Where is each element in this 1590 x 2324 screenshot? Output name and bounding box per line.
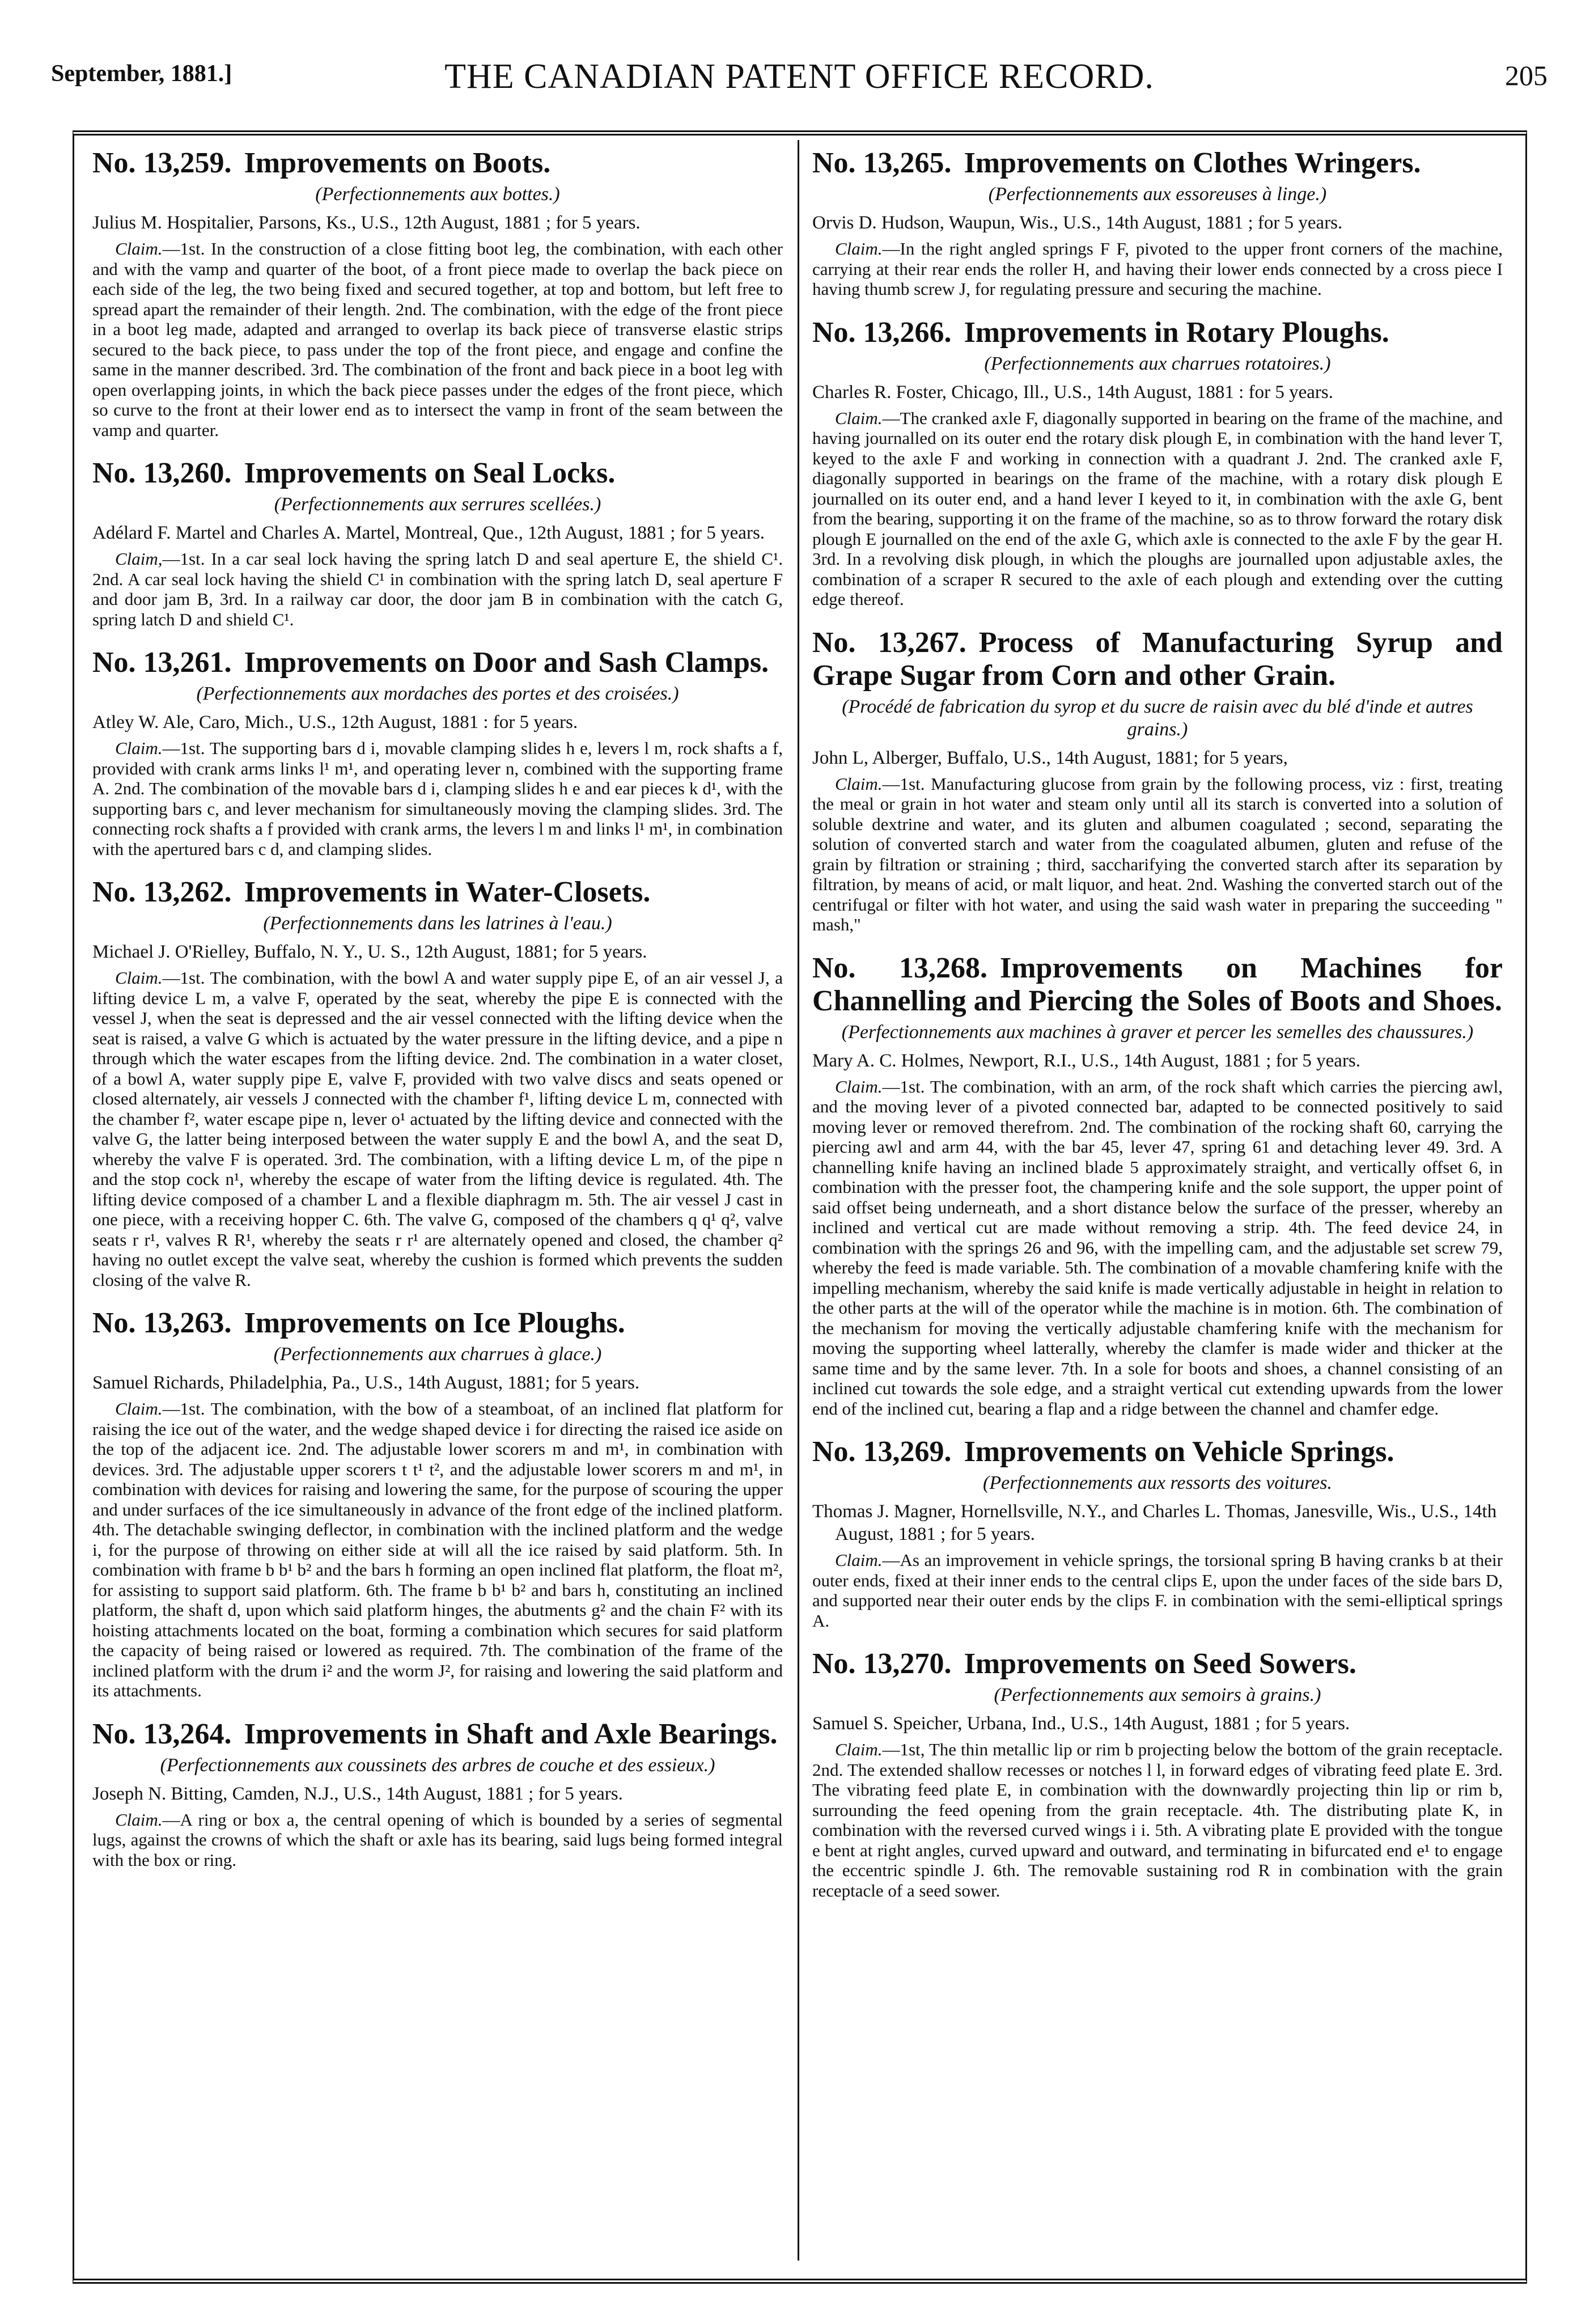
patent-heading	[812, 147, 1503, 180]
patent-french-title: (Perfectionnements aux coussinets des arbres de couche et des essieux.)	[160, 1754, 715, 1776]
patent-claim	[92, 239, 783, 440]
patent-inventor: Atley W. Ale, Caro, Mich., U.S., 12th August, 1881 : for 5 years.	[92, 712, 578, 733]
patent-french-title: (Perfectionnements aux semoirs à grains.)	[994, 1684, 1321, 1705]
claim-text: —1st. In a car seal lock having the spring latch D and seal aperture E, the shield C¹. 2nd. A car seal lock having the shield C¹ in combination with the spring latch D, seal aperture F and door jam B, 3rd. In a railway car door, the door jam B in combination with the catch G, spring latch D and shield C¹.	[92, 549, 783, 629]
patent-french-title: (Perfectionnements aux mordaches des portes et des croisées.)	[196, 683, 679, 704]
patent-french-title: (Perfectionnements aux essoreuses à linge.)	[988, 184, 1327, 205]
patent-title: Improvements on Boots.	[244, 147, 551, 179]
claim-label: Claim.	[115, 738, 163, 758]
claim-label: Claim.	[835, 1550, 883, 1570]
patent-heading	[812, 1648, 1503, 1680]
claim-label: Claim.	[115, 1809, 163, 1830]
patent-inventor: Mary A. C. Holmes, Newport, R.I., U.S., 14th August, 1881 ; for 5 years.	[812, 1050, 1361, 1071]
claim-label: Claim,	[115, 549, 163, 569]
left-column	[92, 147, 783, 1887]
patent-french-title: (Perfectionnements dans les latrines à l'eau.)	[263, 913, 612, 934]
patent-number: No. 13,261.	[92, 646, 232, 679]
claim-label: Claim.	[835, 408, 883, 428]
patent-entry	[812, 626, 1503, 935]
patent-inventor: Adélard F. Martel and Charles A. Martel, Montreal, Que., 12th August, 1881 ; for 5 years.	[92, 523, 765, 543]
patent-french-title: (Procédé de fabrication du syrop et du sucre de raisin avec du blé d'inde et autres grains.)	[842, 696, 1473, 740]
patent-claim	[92, 1810, 783, 1870]
claim-text: —1st, The thin metallic lip or rim b projecting below the bottom of the grain receptacle. 2nd. The extended shallow recesses or notches l l, in forward edges of vibrating feed plate E. 3rd. The vibrating feed plate E, in combination with the downwardly projecting thin lip or rim b, surrounding the feed opening from the grain receptacle. 4th. The distributing plate K, in combination with the reversed curved wings i i. 5th. A vibrating plate E provided with the tongue e bent at right angles, curved upward and outward, and terminating in bifurcated end e¹ to engage the eccentric spindle J. 6th. The removable sustaining rod R in combination with the grain receptacle of a seed sower.	[812, 1739, 1503, 1900]
patent-number: No. 13,269.	[812, 1436, 952, 1468]
patent-inventor: Thomas J. Magner, Hornellsville, N.Y., and Charles L. Thomas, Janesville, Wis., U.S., 14th August, 1881 ; for 5 years.	[812, 1501, 1497, 1544]
patent-heading	[92, 147, 783, 180]
column-divider	[798, 140, 799, 2260]
patent-heading	[812, 626, 1503, 692]
claim-label: Claim.	[115, 968, 163, 988]
patent-heading	[92, 457, 783, 490]
right-column	[812, 147, 1503, 1917]
patent-heading	[812, 1436, 1503, 1468]
claim-label: Claim.	[115, 239, 163, 259]
claim-text: —1st. The combination, with the bow of a steamboat, of an inclined flat platform for raising the ice out of the water, and the wedge shaped device i for directing the raised ice aside on the top of the adjacent ice. 2nd. The adjustable lower scorers m and m¹, in combination with devices. 3rd. The adjustable upper scorers t t¹ t², and the adjustable lower scorers m and m¹, in combination with devices for raising and lowering the same, for the purpose of scouring the upper and under surfaces of the ice simultaneously in advance of the front edge of the inclined platform. 4th. The detachable swinging deflector, in combination with the inclined platform and the wedge i, for the purpose of throwing on either side at will all the ice raised by said platform. 5th. In combination with frame b b¹ b² and the bars h forming an open inclined flat platform, the float m², for assisting to support said platform. 6th. The frame b b¹ b² and bars h, constituting an inclined platform, the shaft d, upon which said platform hinges, the abutments g² and the chain F² with its hoisting attachments located on the boat, forming a combination which secures for said platform the capacity of being raised or lowered as required. 7th. The combination of the frame of the inclined platform with the drum i² and the worm J², for raising and lowering the said platform and its attachments.	[92, 1399, 783, 1700]
patent-entry	[92, 1307, 783, 1701]
claim-text: —1st. The supporting bars d i, movable clamping slides h e, levers l m, rock shafts a f, provided with crank arms links l¹ m¹, and operating lever n, combined with the supporting frame A. 2nd. The combination of the movable bars d i, clamping slides h e and ear pieces k d¹, with the supporting bars c, and lever mechanism for simultaneously moving the clamping slides. 3rd. The connecting rock shafts a f provided with crank arms, the levers l m and links l¹ m¹, in combination with the apertured bars c d, and clamping slides.	[92, 738, 783, 859]
patent-french-title: (Perfectionnements aux charrues rotatoires.)	[984, 353, 1331, 374]
journal-title: THE CANADIAN PATENT OFFICE RECORD.	[444, 57, 1154, 96]
claim-label: Claim.	[835, 773, 883, 794]
claim-label: Claim.	[115, 1399, 163, 1419]
claim-text: —1st. Manufacturing glucose from grain by the following process, viz : first, treating the meal or grain in hot water and steam only until all its starch is converted into a solution of soluble dextrine and water, and its gluten and albumen coagulated ; second, separating the solution of converted starch and water from the coagulated albumen, gluten and refuse of the grain by filtration or straining ; third, saccharifying the converted starch after its separation by filtration, by means of acid, or malt liquor, and heat. 2nd. Washing the converted starch out of the centrifugal or filter with hot water, and using the said wash water in preparing the succeeding " mash,"	[812, 773, 1503, 934]
patent-french-title: (Perfectionnements aux machines à graver et percer les semelles des chaussures.)	[841, 1021, 1474, 1043]
patent-number: No. 13,270.	[812, 1648, 952, 1680]
patent-claim	[92, 1399, 783, 1701]
patent-title: Improvements on Door and Sash Clamps.	[244, 646, 769, 679]
claim-label: Claim.	[835, 1076, 883, 1097]
patent-claim	[92, 549, 783, 629]
patent-entry	[812, 1436, 1503, 1631]
patent-heading	[812, 952, 1503, 1018]
patent-entry	[92, 1718, 783, 1870]
patent-inventor: Orvis D. Hudson, Waupun, Wis., U.S., 14th August, 1881 ; for 5 years.	[812, 213, 1343, 233]
patent-inventor: Samuel S. Speicher, Urbana, Ind., U.S., 14th August, 1881 ; for 5 years.	[812, 1713, 1350, 1734]
patent-heading	[92, 1307, 783, 1340]
patent-title: Improvements in Rotary Ploughs.	[964, 316, 1389, 349]
patent-number: No. 13,265.	[812, 147, 952, 179]
patent-number: No. 13,260.	[92, 457, 232, 489]
patent-title: Improvements on Clothes Wringers.	[964, 147, 1421, 179]
patent-title: Improvements in Shaft and Axle Bearings.	[244, 1717, 778, 1750]
patent-claim	[812, 408, 1503, 609]
patent-claim	[812, 1077, 1503, 1419]
patent-number: No. 13,263.	[92, 1307, 232, 1339]
claim-text: —1st. The combination, with the bowl A and water supply pipe E, of an air vessel J, a lifting device L m, a valve F, operated by the seat, whereby the pipe E is connected with the vessel J, when the seat is depressed and the air vessel connected with the lifting device when the seat is raised, a valve G which is actuated by the water pressure in the lifting device, and a pipe n through which the water escapes from the lifting device. 2nd. The combination in a water closet, of a bowl A, water supply pipe E, valve F, provided with two valve discs and seats opened or closed alternately, air vessels J connected with the chamber f¹, lifting device L m, connected with the chamber f², water escape pipe n, lever o¹ actuated by the lifting device and connected with the valve G, the latter being interposed between the water supply E and the bowl A, and the seat D, whereby the valve F is operated. 3rd. The combination, with a lifting device L m, of the pipe n and the stop cock n¹, whereby the escape of water from the lifting device is regulated. 4th. The lifting device composed of a chamber L and a flexible diaphragm m. 5th. The air vessel J cast in one piece, with a receiving hopper C. 6th. The valve G, composed of the chambers q q¹ q², valve seats r r¹, valves R R¹, whereby the seats r r¹ are alternately opened and closed, the chamber q² having no outlet except the valve seat, whereby the cushion is formed which prevents the sudden closing of the valve R.	[92, 968, 783, 1290]
patent-heading	[812, 316, 1503, 349]
patent-title: Process of Manufacturing Syrup and Grape Sugar from Corn and other Grain.	[812, 626, 1503, 692]
claim-text: —A ring or box a, the central opening of which is bounded by a series of segmental lugs, against the crowns of which the shaft or axle has its bearing, said lugs being formed integral with the box or ring.	[92, 1809, 783, 1870]
patent-number: No. 13,262.	[92, 876, 232, 908]
claim-label: Claim.	[835, 1739, 883, 1759]
patent-entry	[92, 147, 783, 440]
patent-inventor: John L, Alberger, Buffalo, U.S., 14th August, 1881; for 5 years,	[812, 747, 1288, 768]
patent-claim	[92, 968, 783, 1290]
patent-claim	[812, 239, 1503, 299]
patent-number: No. 13,267.	[812, 626, 966, 659]
patent-inventor: Michael J. O'Rielley, Buffalo, N. Y., U. S., 12th August, 1881; for 5 years.	[92, 942, 647, 962]
claim-text: —In the right angled springs F F, pivoted to the upper front corners of the machine, carrying at their rear ends the roller H, and having their lower ends connected by a cross piece I having thumb screw J, for regulating pressure and securing the machine.	[812, 239, 1503, 299]
patent-number: No. 13,268.	[812, 951, 987, 984]
patent-claim	[812, 1739, 1503, 1900]
patent-french-title: (Perfectionnements aux serrures scellées.)	[274, 494, 601, 515]
patent-inventor: Charles R. Foster, Chicago, Ill., U.S., 14th August, 1881 : for 5 years.	[812, 382, 1333, 403]
patent-inventor: Joseph N. Bitting, Camden, N.J., U.S., 14th August, 1881 ; for 5 years.	[92, 1783, 623, 1804]
claim-text: —1st. In the construction of a close fitting boot leg, the combination, with each other and with the vamp and quarter of the boot, of a front piece made to overlap the back piece on each side of the leg, the two being fixed and secured together, at top and bottom, but left free to spread apart the remainder of their length. 2nd. The combination, with the edge of the front piece in a boot leg made, adapted and arranged to overlap its back piece of transverse elastic strips secured to the back piece, to pass under the top of the front piece, and engage and confine the same in the manner described. 3rd. The combination of the front and back piece in a boot leg with open overlapping joints, in which the back piece passes under the edges of the front piece, which so curve to the front at their lower end as to intersect the vamp in front of the seam between the vamp and quarter.	[92, 239, 783, 440]
page-frame	[73, 130, 1527, 2284]
patent-title: Improvements on Seed Sowers.	[964, 1648, 1356, 1680]
patent-entry	[92, 876, 783, 1290]
patent-claim	[812, 774, 1503, 935]
patent-entry	[92, 457, 783, 629]
patent-entry	[92, 646, 783, 859]
patent-claim	[92, 738, 783, 859]
patent-inventor: Julius M. Hospitalier, Parsons, Ks., U.S., 12th August, 1881 ; for 5 years.	[92, 213, 641, 233]
patent-title: Improvements on Vehicle Springs.	[964, 1436, 1394, 1468]
patent-claim	[812, 1550, 1503, 1631]
patent-entry	[812, 316, 1503, 609]
patent-title: Improvements on Machines for Channelling and Piercing the Soles of Boots and Shoes.	[812, 951, 1503, 1017]
patent-entry	[812, 147, 1503, 299]
patent-number: No. 13,266.	[812, 316, 952, 349]
patent-title: Improvements in Water-Closets.	[244, 876, 651, 908]
claim-text: —The cranked axle F, diagonally supported in bearing on the frame of the machine, and having journalled on its outer end the rotary disk plough E, in combination with the hand lever T, keyed to the axle F and working in connection with a quadrant J. 2nd. The cranked axle F, diagonally supported in bearings on the frame of the machine, with a rotary disk plough E journalled on its outer end, and a hand lever I keyed to it, in combination with the axle G, bent from the bearing, supporting it on the frame of the machine, so as to throw forward the rotary disk plough E journalled on the end of the axle G, which axle is connected to the axle F by the gear H. 3rd. In a revolving disk plough, in which the ploughs are journalled upon adjustable axles, the combination of a scraper R secured to the axle of each plough and extending over the cutting edge thereof.	[812, 408, 1503, 609]
patent-heading	[92, 1718, 783, 1751]
patent-entry	[812, 1648, 1503, 1900]
header-date: September, 1881.]	[51, 61, 232, 87]
patent-french-title: (Perfectionnements aux ressorts des voitures.	[983, 1472, 1332, 1493]
patent-french-title: (Perfectionnements aux charrues à glace.)	[273, 1344, 602, 1365]
patent-heading	[92, 646, 783, 679]
patent-number: No. 13,264.	[92, 1717, 232, 1750]
patent-title: Improvements on Ice Ploughs.	[244, 1307, 625, 1339]
patent-entry	[812, 952, 1503, 1419]
page-header	[51, 57, 1547, 108]
claim-text: —1st. The combination, with an arm, of the rock shaft which carries the piercing awl, and the moving lever of a pivoted connected bar, adapted to be connected positively to said moving lever or removed therefrom. 2nd. The combination of the rocking shaft 60, carrying the piercing awl and arm 44, with the bar 45, lever 47, spring 61 and detaching lever 49. 3rd. A channelling knife having an inclined blade 5 approximately straight, and vertically offset 6, in combination with the presser foot, the champering knife and the sole support, the upper point of said offset being underneath, and a short distance below the surface of the presser, whereby an inclined and vertical cut are made without removing a strip. 4th. The feed device 24, in combination with the springs 26 and 96, with the impelling cam, and the adjustable set screw 79, whereby the feed is made variable. 5th. The combination of a movable chamfering knife with the impelling mechanism, whereby the said knife is made vertically adjustable in height in relation to the other parts at the will of the operator while the machine is in motion. 6th. The combination of the mechanism for moving the vertically adjustable chamfering knife with the mechanism for moving the supporting wheel latterally, whereby the clamfer is made wider and thicker at the same time and by the same lever. 7th. In a sole for boots and shoes, a channel consisting of an inclined cut towards the sole edge, and a straight vertical cut extending upwards from the lower end of the inclined cut, bearing a flap and a ridge between the channel and chamfer edge.	[812, 1076, 1503, 1419]
patent-inventor: Samuel Richards, Philadelphia, Pa., U.S., 14th August, 1881; for 5 years.	[92, 1373, 640, 1393]
claim-text: —As an improvement in vehicle springs, the torsional spring B having cranks b at their outer ends, fixed at their inner ends to the central clips E, upon the under faces of the side bars D, and supported near their outer ends by the clips F. in combination with the semi-elliptical springs A.	[812, 1550, 1503, 1631]
claim-label: Claim.	[835, 239, 883, 259]
patent-title: Improvements on Seal Locks.	[244, 457, 616, 489]
patent-french-title: (Perfectionnements aux bottes.)	[315, 184, 560, 205]
patent-number: No. 13,259.	[92, 147, 232, 179]
patent-heading	[92, 876, 783, 909]
page-number: 205	[1505, 60, 1547, 91]
